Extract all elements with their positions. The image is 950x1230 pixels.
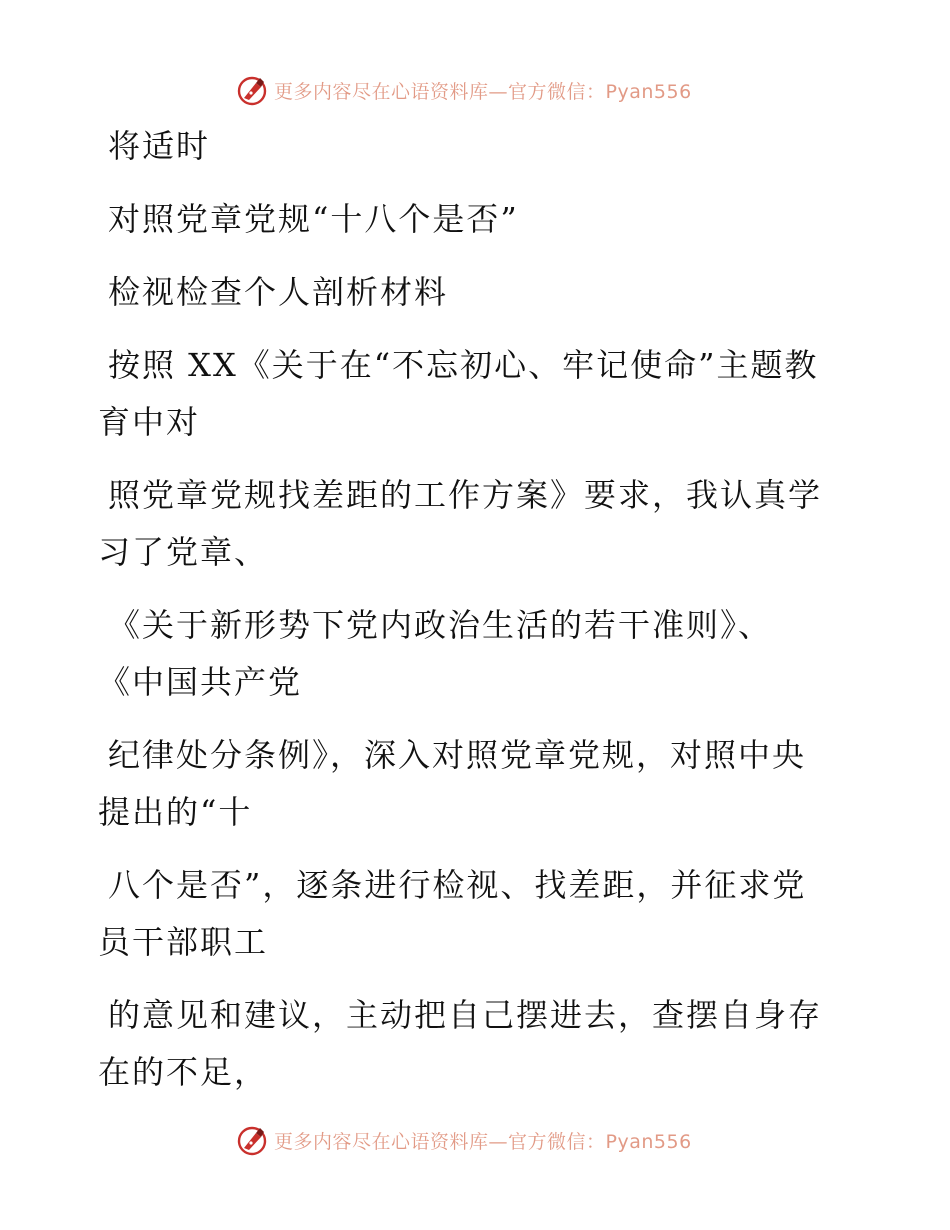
paragraph [98, 467, 858, 581]
paragraph [98, 191, 858, 248]
watermark-text: 更多内容尽在心语资料库—官方微信：Pyan556 [274, 80, 692, 103]
text-line: 对照党章党规“十八个是否” [108, 200, 519, 238]
text-line: 纪律处分条例》，深入对照党章党规，对照中央 [108, 736, 807, 774]
document-body [98, 118, 858, 1117]
text-line: 将适时 [108, 127, 211, 165]
paragraph [98, 118, 858, 175]
header-watermark [236, 73, 692, 107]
paragraph [98, 857, 858, 971]
text-line: 八个是否”，逐条进行检视、找差距，并征求党 [108, 866, 807, 904]
text-line: 提出的“十 [98, 793, 253, 831]
text-line: 员干部职工 [98, 923, 269, 961]
paragraph [98, 264, 858, 321]
paragraph [98, 597, 858, 711]
text-line: 习了党章、 [98, 533, 269, 571]
text-line: 照党章党规找差距的工作方案》要求，我认真学 [108, 476, 823, 514]
text-line: 在的不足， [98, 1053, 269, 1091]
text-line: 按照 XX《关于在“不忘初心、牢记使命”主题教 [108, 346, 819, 384]
text-line: 《关于新形势下党内政治生活的若干准则》、 [108, 606, 773, 644]
paragraph [98, 337, 858, 451]
footer-watermark [236, 1123, 692, 1157]
watermark-text: 更多内容尽在心语资料库—官方微信：Pyan556 [274, 1130, 692, 1153]
text-line: 育中对 [98, 403, 201, 441]
text-line: 的意见和建议，主动把自己摆进去，查摆自身存 [108, 996, 823, 1034]
text-line: 《中国共产党 [98, 663, 303, 701]
paragraph [98, 727, 858, 841]
text-line: 检视检查个人剖析材料 [108, 273, 449, 311]
pen-nib-logo-icon [236, 74, 268, 106]
paragraph [98, 987, 858, 1101]
pen-nib-logo-icon [236, 1124, 268, 1156]
